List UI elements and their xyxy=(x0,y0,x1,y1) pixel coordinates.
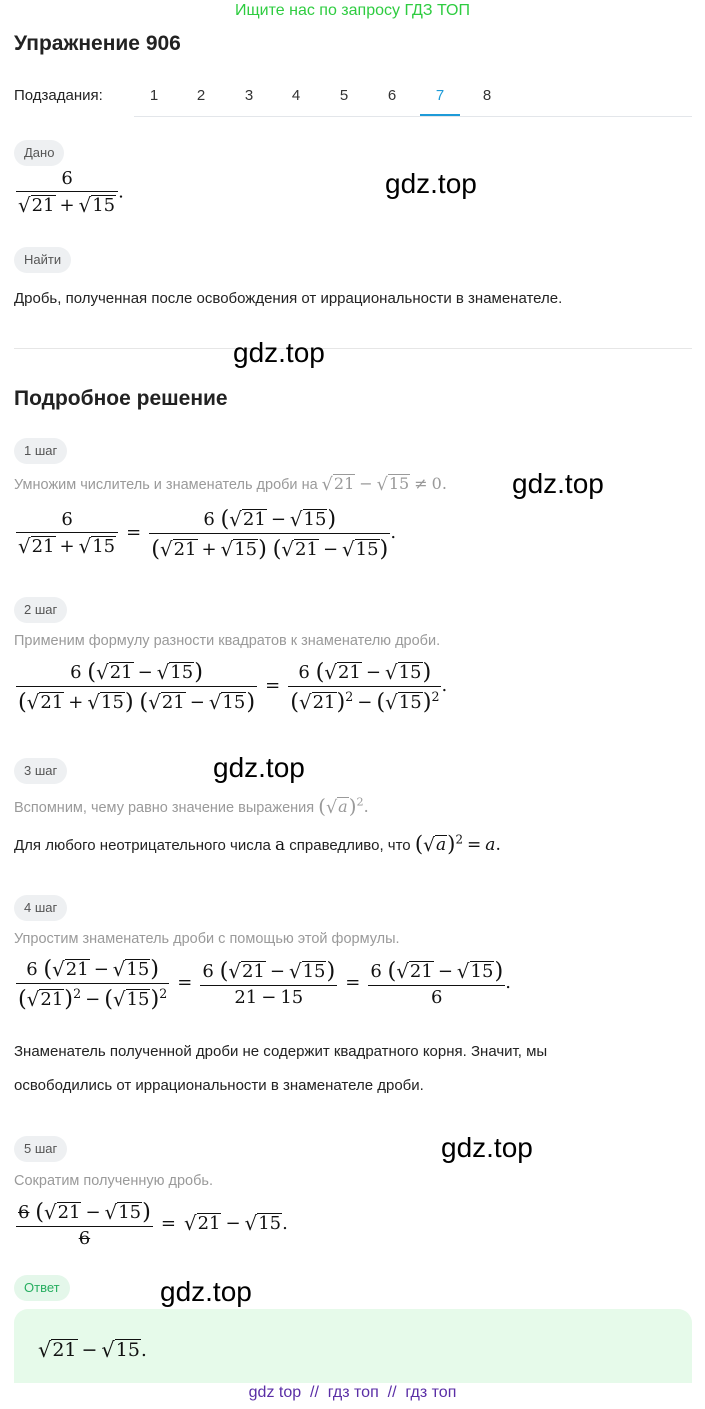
find-pill: Найти xyxy=(14,247,71,273)
step-4-conclusion-line-1: Знаменатель полученной дроби не содержит квадратного корня. Значит, мы xyxy=(14,1043,548,1060)
step-5-text: Сократим полученную дробь. xyxy=(14,1173,213,1189)
watermark: gdz.top xyxy=(385,168,477,199)
top-banner[interactable]: Ищите нас по запросу ГДЗ ТОП xyxy=(235,2,470,19)
answer-box xyxy=(14,1309,692,1383)
step-2-text: Применим формулу разности квадратов к знаменателю дроби. xyxy=(14,633,441,649)
step-5-formula: $\frac{6 (√21 - √15)}{6}$ = √21 − √15. xyxy=(18,1199,288,1249)
answer-expression: √21 − √15. xyxy=(38,1338,147,1362)
answer-pill: Ответ xyxy=(14,1275,70,1301)
step-4-pill: 4 шаг xyxy=(14,895,67,921)
step-1-formula: $\frac{6}{√21 + √15}$ = $\frac{6 (√21 - √15)}{(√21 + √15) (√21 - √15)}$ . xyxy=(18,506,397,562)
subtask-tab-2[interactable]: 2 xyxy=(196,87,206,104)
page-title: Упражнение 906 xyxy=(14,32,181,55)
step-1-pill: 1 шаг xyxy=(14,438,67,464)
step-1-text: Умножим числитель и знаменатель дроби на √21 − √15 ≠ 0. xyxy=(14,474,447,495)
subtask-tab-4[interactable]: 4 xyxy=(291,87,301,104)
fraction: $\frac{6}{√21 + √15}$ xyxy=(16,170,118,215)
subtask-tab-8[interactable]: 8 xyxy=(482,87,492,104)
watermark: gdz.top xyxy=(160,1276,252,1307)
subtask-tab-6[interactable]: 6 xyxy=(387,87,397,104)
step-4-conclusion-line-2: освободились от иррациональности в знаменателе дроби. xyxy=(14,1077,424,1094)
given-pill: Дано xyxy=(14,140,64,166)
step-4-formula: $\frac{6 (√21 - √15)}{(√21)^2 - (√15)^2}$ = $\frac{6 (√21 - √15)}{21 - 15}$ = $\frac{6 (√21 - √15)}{6}$ . xyxy=(18,956,511,1012)
sqrt: √21 xyxy=(18,194,55,217)
step-2-pill: 2 шаг xyxy=(14,597,67,623)
subtask-tab-1[interactable]: 1 xyxy=(149,87,159,104)
watermark: gdz.top xyxy=(233,337,325,368)
watermark: gdz.top xyxy=(512,468,604,499)
subtasks-tabs xyxy=(134,78,692,117)
given-expression: $\frac{6}{√21 + √15}$ . xyxy=(18,168,124,217)
subtask-tab-7[interactable]: 7 xyxy=(420,78,460,116)
step-3-note: Для любого неотрицательного числа a справедливо, что $(√a)^2 = a$. xyxy=(14,832,501,857)
solution-heading: Подробное решение xyxy=(14,387,228,410)
subtask-tab-3[interactable]: 3 xyxy=(244,87,254,104)
watermark: gdz.top xyxy=(441,1132,533,1163)
step-3-text: Вспомним, чему равно значение выражения $(√a)^2$. xyxy=(14,794,369,818)
find-text: Дробь, полученная после освобождения от иррациональности в знаменателе. xyxy=(14,290,563,307)
step-4-text: Упростим знаменатель дроби с помощью этой формулы. xyxy=(14,931,400,947)
step-2-formula: $\frac{6 (√21 - √15)}{(√21 + √15) (√21 - √15)}$ = $\frac{6 (√21 - √15)}{(√21)^2 - (√15)^2}$ . xyxy=(18,659,448,715)
step-3-pill: 3 шаг xyxy=(14,758,67,784)
subtasks-label: Подзадания: xyxy=(14,87,103,104)
step-5-pill: 5 шаг xyxy=(14,1136,67,1162)
footer-links[interactable]: gdz top // гдз топ // гдз топ xyxy=(248,1384,457,1401)
watermark: gdz.top xyxy=(213,752,305,783)
subtask-tab-5[interactable]: 5 xyxy=(339,87,349,104)
divider xyxy=(14,348,692,349)
